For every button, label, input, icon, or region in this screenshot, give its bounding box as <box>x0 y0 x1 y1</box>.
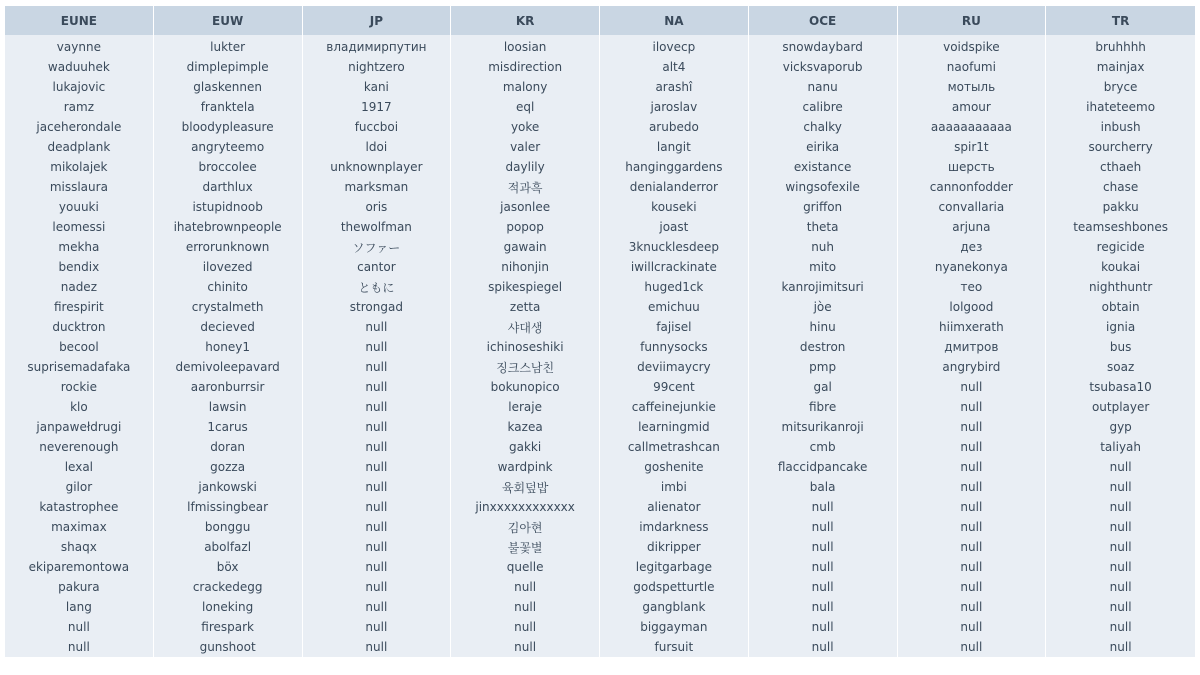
table-cell-tr: outplayer <box>1046 397 1195 417</box>
table-cell-eune: ducktron <box>5 317 154 337</box>
table-cell-tr: gyp <box>1046 417 1195 437</box>
table-cell-na: iwillcrackinate <box>600 257 749 277</box>
table-cell-eune: lexal <box>5 457 154 477</box>
table-cell-kr: zetta <box>451 297 600 317</box>
table-cell-eune: null <box>5 617 154 637</box>
table-cell-na: alt4 <box>600 57 749 77</box>
table-row <box>5 377 1195 397</box>
table-cell-kr: misdirection <box>451 57 600 77</box>
table-cell-na: fursuit <box>600 637 749 657</box>
table-cell-eune: misslaura <box>5 177 154 197</box>
table-cell-na: funnysocks <box>600 337 749 357</box>
table-body <box>5 35 1195 657</box>
table-cell-euw: darthlux <box>154 177 303 197</box>
table-cell-ru: null <box>898 497 1047 517</box>
table-cell-kr: null <box>451 597 600 617</box>
table-cell-tr: teamseshbones <box>1046 217 1195 237</box>
table-cell-euw: böx <box>154 557 303 577</box>
table-cell-jp: oris <box>303 197 452 217</box>
table-cell-jp: null <box>303 597 452 617</box>
table-cell-euw: angryteemo <box>154 137 303 157</box>
table-cell-oce: null <box>749 537 898 557</box>
table-row <box>5 177 1195 197</box>
table-cell-oce: flaccidpancake <box>749 457 898 477</box>
table-cell-kr: gakki <box>451 437 600 457</box>
table-cell-jp: null <box>303 497 452 517</box>
table-cell-oce: snowdaybard <box>749 35 898 57</box>
table-cell-oce: pmp <box>749 357 898 377</box>
table-cell-jp: null <box>303 637 452 657</box>
column-header-oce: OCE <box>749 6 898 35</box>
table-cell-ru: spir1t <box>898 137 1047 157</box>
table-cell-eune: vaynne <box>5 35 154 57</box>
table-cell-na: goshenite <box>600 457 749 477</box>
table-row <box>5 297 1195 317</box>
table-cell-na: jaroslav <box>600 97 749 117</box>
table-cell-eune: gilor <box>5 477 154 497</box>
table-cell-na: imdarkness <box>600 517 749 537</box>
table-cell-jp: cantor <box>303 257 452 277</box>
table-cell-tr: null <box>1046 457 1195 477</box>
table-cell-euw: bloodypleasure <box>154 117 303 137</box>
table-cell-kr: jinxxxxxxxxxxxx <box>451 497 600 517</box>
table-row <box>5 357 1195 377</box>
table-cell-na: godspetturtle <box>600 577 749 597</box>
table-row <box>5 337 1195 357</box>
table-cell-eune: mikolajek <box>5 157 154 177</box>
column-header-eune: EUNE <box>5 6 154 35</box>
table-cell-jp: thewolfman <box>303 217 452 237</box>
table-row <box>5 197 1195 217</box>
name-table-container <box>5 6 1195 657</box>
table-cell-jp: null <box>303 397 452 417</box>
table-cell-oce: chalky <box>749 117 898 137</box>
table-row <box>5 317 1195 337</box>
table-row <box>5 577 1195 597</box>
table-cell-eune: maximax <box>5 517 154 537</box>
table-cell-euw: 1carus <box>154 417 303 437</box>
table-cell-jp: kani <box>303 77 452 97</box>
table-cell-euw: decieved <box>154 317 303 337</box>
table-cell-euw: ilovezed <box>154 257 303 277</box>
table-cell-tr: ihateteemo <box>1046 97 1195 117</box>
table-cell-kr: leraje <box>451 397 600 417</box>
table-cell-oce: cmb <box>749 437 898 457</box>
table-cell-kr: eql <box>451 97 600 117</box>
table-cell-jp: null <box>303 317 452 337</box>
table-cell-euw: errorunknown <box>154 237 303 257</box>
table-cell-kr: loosian <box>451 35 600 57</box>
table-cell-oce: existance <box>749 157 898 177</box>
table-cell-eune: leomessi <box>5 217 154 237</box>
table-cell-eune: jaceherondale <box>5 117 154 137</box>
table-cell-ru: voidspike <box>898 35 1047 57</box>
table-cell-jp: null <box>303 357 452 377</box>
table-row <box>5 417 1195 437</box>
table-cell-tr: null <box>1046 557 1195 577</box>
table-cell-tr: null <box>1046 517 1195 537</box>
table-cell-eune: ekiparemontowa <box>5 557 154 577</box>
table-cell-euw: lfmissingbear <box>154 497 303 517</box>
table-cell-eune: lukajovic <box>5 77 154 97</box>
region-names-table <box>5 6 1195 657</box>
table-cell-na: arashî <box>600 77 749 97</box>
table-cell-eune: null <box>5 637 154 657</box>
table-cell-euw: glaskennen <box>154 77 303 97</box>
table-cell-tr: null <box>1046 497 1195 517</box>
table-cell-euw: bonggu <box>154 517 303 537</box>
table-row <box>5 637 1195 657</box>
column-header-tr: TR <box>1046 6 1195 35</box>
table-row <box>5 237 1195 257</box>
table-cell-jp: null <box>303 457 452 477</box>
table-cell-jp: null <box>303 617 452 637</box>
table-cell-jp: strongad <box>303 297 452 317</box>
table-cell-ru: null <box>898 537 1047 557</box>
table-cell-kr: gawain <box>451 237 600 257</box>
table-cell-ru: hiimxerath <box>898 317 1047 337</box>
table-cell-eune: becool <box>5 337 154 357</box>
table-cell-tr: null <box>1046 537 1195 557</box>
table-cell-jp: marksman <box>303 177 452 197</box>
column-header-ru: RU <box>898 6 1047 35</box>
table-cell-na: imbi <box>600 477 749 497</box>
table-cell-kr: yoke <box>451 117 600 137</box>
column-header-na: NA <box>600 6 749 35</box>
table-cell-ru: шерсть <box>898 157 1047 177</box>
table-cell-kr: nihonjin <box>451 257 600 277</box>
table-cell-kr: 불꽃별 <box>451 537 600 557</box>
table-cell-tr: bruhhhh <box>1046 35 1195 57</box>
table-cell-na: 99cent <box>600 377 749 397</box>
table-cell-eune: klo <box>5 397 154 417</box>
table-row <box>5 257 1195 277</box>
table-cell-eune: youuki <box>5 197 154 217</box>
table-cell-na: arubedo <box>600 117 749 137</box>
table-cell-jp: ともに <box>303 277 452 297</box>
table-cell-oce: nuh <box>749 237 898 257</box>
table-row <box>5 457 1195 477</box>
column-header-kr: KR <box>451 6 600 35</box>
table-cell-oce: null <box>749 577 898 597</box>
table-cell-jp: null <box>303 417 452 437</box>
table-row <box>5 157 1195 177</box>
table-cell-oce: null <box>749 517 898 537</box>
table-cell-na: gangblank <box>600 597 749 617</box>
table-cell-tr: regicide <box>1046 237 1195 257</box>
table-row <box>5 537 1195 557</box>
table-cell-eune: bendix <box>5 257 154 277</box>
table-cell-na: langit <box>600 137 749 157</box>
table-row <box>5 217 1195 237</box>
table-cell-tr: nighthuntr <box>1046 277 1195 297</box>
table-cell-euw: gozza <box>154 457 303 477</box>
table-cell-ru: дмитров <box>898 337 1047 357</box>
table-cell-na: dikripper <box>600 537 749 557</box>
table-cell-kr: kazea <box>451 417 600 437</box>
table-cell-tr: koukai <box>1046 257 1195 277</box>
table-cell-ru: null <box>898 517 1047 537</box>
table-row <box>5 477 1195 497</box>
table-cell-ru: cannonfodder <box>898 177 1047 197</box>
table-cell-jp: nightzero <box>303 57 452 77</box>
table-cell-ru: null <box>898 477 1047 497</box>
table-cell-kr: 징크스남친 <box>451 357 600 377</box>
table-cell-kr: malony <box>451 77 600 97</box>
table-cell-oce: eirika <box>749 137 898 157</box>
table-cell-eune: pakura <box>5 577 154 597</box>
table-cell-ru: null <box>898 557 1047 577</box>
table-cell-oce: bala <box>749 477 898 497</box>
table-cell-na: ilovecp <box>600 35 749 57</box>
table-cell-oce: destron <box>749 337 898 357</box>
table-cell-euw: gunshoot <box>154 637 303 657</box>
table-cell-tr: obtain <box>1046 297 1195 317</box>
table-cell-oce: gal <box>749 377 898 397</box>
table-cell-tr: pakku <box>1046 197 1195 217</box>
table-row <box>5 97 1195 117</box>
table-cell-ru: null <box>898 597 1047 617</box>
table-cell-oce: nanu <box>749 77 898 97</box>
table-cell-eune: deadplank <box>5 137 154 157</box>
table-cell-euw: loneking <box>154 597 303 617</box>
table-cell-tr: taliyah <box>1046 437 1195 457</box>
table-cell-euw: chinito <box>154 277 303 297</box>
table-cell-jp: null <box>303 437 452 457</box>
table-cell-oce: theta <box>749 217 898 237</box>
table-cell-oce: wingsofexile <box>749 177 898 197</box>
table-row <box>5 517 1195 537</box>
table-cell-jp: null <box>303 537 452 557</box>
table-cell-kr: ichinoseshiki <box>451 337 600 357</box>
table-cell-eune: katastrophee <box>5 497 154 517</box>
table-row <box>5 617 1195 637</box>
table-cell-na: denialanderror <box>600 177 749 197</box>
table-cell-oce: vicksvaporub <box>749 57 898 77</box>
table-cell-kr: spikespiegel <box>451 277 600 297</box>
table-cell-oce: mito <box>749 257 898 277</box>
table-row <box>5 77 1195 97</box>
table-cell-euw: abolfazl <box>154 537 303 557</box>
table-cell-euw: firespark <box>154 617 303 637</box>
table-cell-oce: jòe <box>749 297 898 317</box>
table-cell-tr: ignia <box>1046 317 1195 337</box>
table-cell-jp: null <box>303 557 452 577</box>
table-cell-eune: janpawełdrugi <box>5 417 154 437</box>
table-cell-kr: 샤대생 <box>451 317 600 337</box>
table-cell-na: emichuu <box>600 297 749 317</box>
table-cell-euw: honey1 <box>154 337 303 357</box>
table-cell-oce: null <box>749 597 898 617</box>
table-cell-kr: 김아현 <box>451 517 600 537</box>
table-cell-euw: doran <box>154 437 303 457</box>
table-cell-tr: null <box>1046 577 1195 597</box>
table-cell-ru: null <box>898 397 1047 417</box>
table-cell-eune: firespirit <box>5 297 154 317</box>
table-cell-euw: istupidnoob <box>154 197 303 217</box>
table-cell-oce: null <box>749 497 898 517</box>
column-header-jp: JP <box>303 6 452 35</box>
table-cell-ru: null <box>898 377 1047 397</box>
table-cell-na: hanginggardens <box>600 157 749 177</box>
table-cell-oce: null <box>749 617 898 637</box>
table-cell-ru: null <box>898 617 1047 637</box>
table-cell-euw: lawsin <box>154 397 303 417</box>
table-row <box>5 117 1195 137</box>
table-cell-tr: bryce <box>1046 77 1195 97</box>
table-cell-ru: null <box>898 637 1047 657</box>
table-cell-ru: lolgood <box>898 297 1047 317</box>
table-cell-jp: unknownplayer <box>303 157 452 177</box>
table-cell-euw: crystalmeth <box>154 297 303 317</box>
table-cell-tr: inbush <box>1046 117 1195 137</box>
table-cell-jp: null <box>303 517 452 537</box>
table-row <box>5 397 1195 417</box>
table-cell-kr: null <box>451 637 600 657</box>
table-cell-na: legitgarbage <box>600 557 749 577</box>
table-cell-euw: demivoleepavard <box>154 357 303 377</box>
table-cell-euw: jankowski <box>154 477 303 497</box>
table-cell-na: caffeinejunkie <box>600 397 749 417</box>
table-cell-tr: null <box>1046 597 1195 617</box>
table-cell-ru: null <box>898 437 1047 457</box>
table-cell-tr: null <box>1046 477 1195 497</box>
table-row <box>5 35 1195 57</box>
table-cell-ru: amour <box>898 97 1047 117</box>
table-cell-na: kouseki <box>600 197 749 217</box>
table-cell-kr: quelle <box>451 557 600 577</box>
table-cell-ru: convallaria <box>898 197 1047 217</box>
header-row <box>5 6 1195 35</box>
table-row <box>5 137 1195 157</box>
table-row <box>5 597 1195 617</box>
table-cell-eune: nadez <box>5 277 154 297</box>
table-cell-tr: chase <box>1046 177 1195 197</box>
table-cell-euw: aaronburrsir <box>154 377 303 397</box>
table-cell-ru: дез <box>898 237 1047 257</box>
table-cell-tr: mainjax <box>1046 57 1195 77</box>
table-cell-jp: null <box>303 477 452 497</box>
table-cell-kr: bokunopico <box>451 377 600 397</box>
table-cell-ru: null <box>898 417 1047 437</box>
table-cell-na: 3knucklesdeep <box>600 237 749 257</box>
table-cell-jp: fuccboi <box>303 117 452 137</box>
table-cell-oce: mitsurikanroji <box>749 417 898 437</box>
table-cell-na: joast <box>600 217 749 237</box>
table-cell-ru: тео <box>898 277 1047 297</box>
table-cell-oce: calibre <box>749 97 898 117</box>
table-cell-eune: rockie <box>5 377 154 397</box>
table-cell-oce: null <box>749 557 898 577</box>
table-cell-jp: 1917 <box>303 97 452 117</box>
table-cell-kr: daylily <box>451 157 600 177</box>
table-cell-euw: franktela <box>154 97 303 117</box>
table-cell-jp: ソファー <box>303 237 452 257</box>
table-cell-tr: soaz <box>1046 357 1195 377</box>
table-cell-eune: shaqx <box>5 537 154 557</box>
table-cell-tr: tsubasa10 <box>1046 377 1195 397</box>
table-cell-tr: cthaeh <box>1046 157 1195 177</box>
table-cell-tr: bus <box>1046 337 1195 357</box>
table-cell-kr: 적과흑 <box>451 177 600 197</box>
table-cell-ru: arjuna <box>898 217 1047 237</box>
table-cell-ru: angrybird <box>898 357 1047 377</box>
table-cell-na: learningmid <box>600 417 749 437</box>
table-row <box>5 437 1195 457</box>
table-row <box>5 497 1195 517</box>
table-cell-euw: crackedegg <box>154 577 303 597</box>
table-cell-euw: lukter <box>154 35 303 57</box>
table-cell-na: alienator <box>600 497 749 517</box>
column-header-euw: EUW <box>154 6 303 35</box>
table-cell-na: biggayman <box>600 617 749 637</box>
table-cell-tr: null <box>1046 637 1195 657</box>
table-cell-euw: dimplepimple <box>154 57 303 77</box>
table-cell-kr: null <box>451 577 600 597</box>
table-cell-eune: ramz <box>5 97 154 117</box>
table-cell-euw: broccolee <box>154 157 303 177</box>
table-cell-ru: naofumi <box>898 57 1047 77</box>
table-cell-eune: mekha <box>5 237 154 257</box>
table-cell-kr: jasonlee <box>451 197 600 217</box>
table-cell-na: deviimaycry <box>600 357 749 377</box>
table-cell-euw: ihatebrownpeople <box>154 217 303 237</box>
table-cell-ru: null <box>898 457 1047 477</box>
table-cell-oce: kanrojimitsuri <box>749 277 898 297</box>
table-cell-kr: 육회덮밥 <box>451 477 600 497</box>
table-cell-jp: null <box>303 577 452 597</box>
table-cell-ru: nyanekonya <box>898 257 1047 277</box>
table-cell-jp: null <box>303 377 452 397</box>
table-cell-eune: suprisemadafaka <box>5 357 154 377</box>
table-cell-eune: lang <box>5 597 154 617</box>
table-cell-ru: null <box>898 577 1047 597</box>
table-header <box>5 6 1195 35</box>
table-cell-na: callmetrashcan <box>600 437 749 457</box>
table-cell-kr: popop <box>451 217 600 237</box>
table-cell-jp: ldoi <box>303 137 452 157</box>
table-cell-ru: ааааааааааа <box>898 117 1047 137</box>
table-cell-oce: null <box>749 637 898 657</box>
table-cell-eune: waduuhek <box>5 57 154 77</box>
table-cell-ru: мотыль <box>898 77 1047 97</box>
table-row <box>5 557 1195 577</box>
table-cell-jp: null <box>303 337 452 357</box>
table-row <box>5 277 1195 297</box>
table-cell-tr: null <box>1046 617 1195 637</box>
table-cell-kr: valer <box>451 137 600 157</box>
table-row <box>5 57 1195 77</box>
table-cell-kr: null <box>451 617 600 637</box>
table-cell-oce: hinu <box>749 317 898 337</box>
table-cell-na: huged1ck <box>600 277 749 297</box>
table-cell-jp: владимирпутин <box>303 35 452 57</box>
table-cell-oce: griffon <box>749 197 898 217</box>
table-cell-na: fajisel <box>600 317 749 337</box>
table-cell-tr: sourcherry <box>1046 137 1195 157</box>
table-cell-kr: wardpink <box>451 457 600 477</box>
table-cell-eune: neverenough <box>5 437 154 457</box>
table-cell-oce: fibre <box>749 397 898 417</box>
